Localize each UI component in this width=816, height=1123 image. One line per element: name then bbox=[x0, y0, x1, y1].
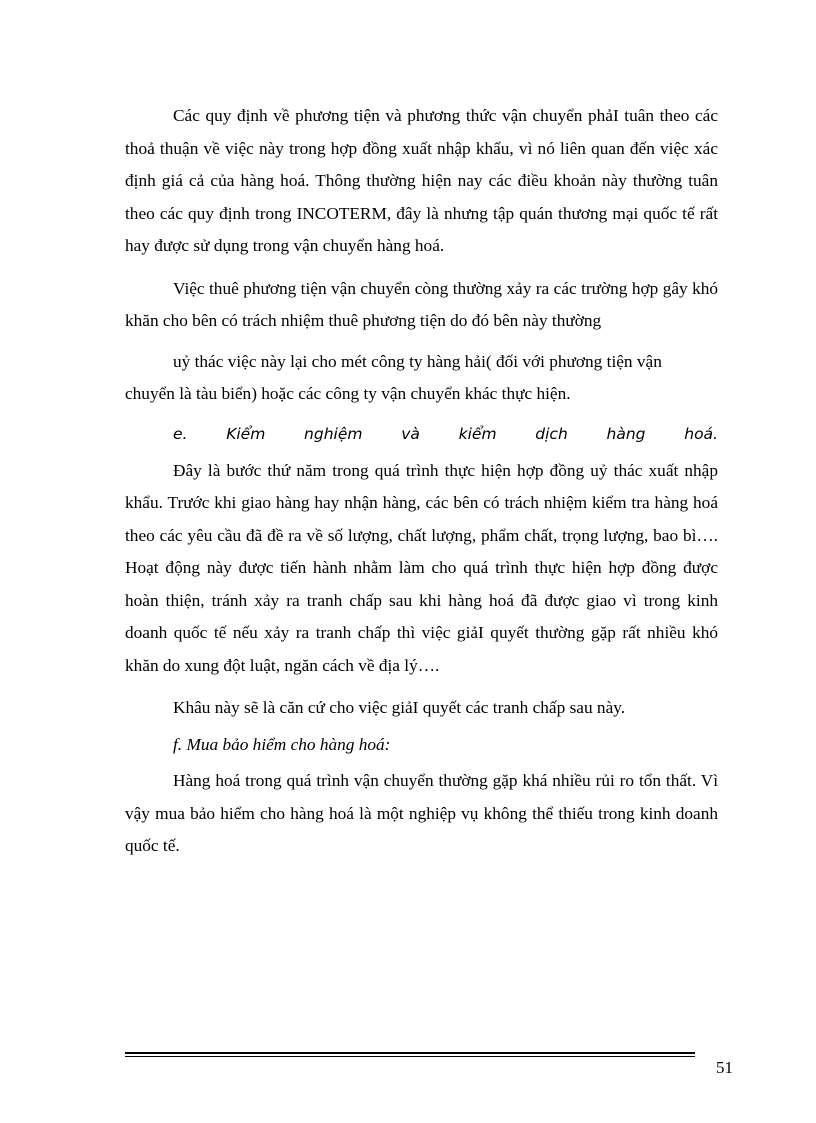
paragraph-hiring-transport: Việc thuê phương tiện vận chuyển còng thường xảy ra các trường hợp gây khó khăn cho bên có trách nhiệm thuê phương tiện do đó bên này thường bbox=[125, 278, 718, 330]
heading-e-word: dịch bbox=[535, 424, 568, 443]
section-heading-f: f. Mua bảo hiểm cho hàng hoá: bbox=[173, 734, 391, 754]
document-body bbox=[125, 100, 718, 863]
paragraph-gap bbox=[125, 263, 718, 273]
heading-e-word: kiểm bbox=[458, 424, 497, 443]
paragraph-inspection: Đây là bước thứ năm trong quá trình thực hiện hợp đồng uỷ thác xuất nhập khẩu. Trước khi giao hàng hay nhận hàng, các bên có trách nhiệm kiểm tra hàng hoá theo các yêu cầu đã đề ra về số lượng, chất lượng, phẩm chất, trọng lượng, bao bì…. Hoạt động này được tiến hành nhằm làm cho quá trình thực hiện hợp đồng được hoàn thiện, tránh xảy ra tranh chấp sau khi hàng hoá đã được giao vì trong kinh doanh quốc tế nếu xảy ra tranh chấp thì việc giảI quyết thường gặp rất nhiều khó khăn do xung đột luật, ngăn cách về địa lý…. bbox=[125, 460, 718, 675]
section-heading-e bbox=[125, 417, 718, 451]
paragraph-dispute-basis: Khâu này sẽ là căn cứ cho việc giảI quyết các tranh chấp sau này. bbox=[173, 698, 626, 717]
paragraph-gap bbox=[125, 682, 718, 692]
heading-e-word: và bbox=[401, 424, 420, 443]
paragraph-transport-rules: Các quy định về phương tiện và phương thức vận chuyển phảI tuân theo các thoả thuận về việc này trong hợp đồng xuất nhập khẩu, vì nó liên quan đến việc xác định giá cả của hàng hoá. Thông thường hiện nay các điều khoản này thường tuân theo các quy định trong INCOTERM, đây là nhưng tập quán thương mại quốc tế rất hay được sử dụng trong vận chuyển hàng hoá. bbox=[125, 106, 718, 255]
paragraph-entrust-line-1: uỷ thác việc này lại cho mét công ty hàng hải( đối với phương tiện vận bbox=[173, 351, 662, 371]
heading-e-word: nghiệm bbox=[304, 424, 363, 443]
heading-e-word: Kiểm bbox=[226, 424, 266, 443]
page-number: 51 bbox=[716, 1058, 733, 1077]
paragraph-entrust-line-2: chuyển là tàu biển) hoặc các công ty vận chuyển khác thực hiện. bbox=[125, 384, 571, 403]
heading-e-word: e. bbox=[173, 424, 188, 443]
footer-divider bbox=[125, 1052, 695, 1057]
heading-e-word: hàng bbox=[606, 424, 646, 443]
paragraph-insurance: Hàng hoá trong quá trình vận chuyển thường gặp khá nhiều rủi ro tổn thất. Vì vậy mua bảo hiểm cho hàng hoá là một nghiệp vụ không thể thiếu trong kinh doanh quốc tế. bbox=[125, 771, 718, 855]
heading-e-word: hoá. bbox=[684, 424, 718, 443]
